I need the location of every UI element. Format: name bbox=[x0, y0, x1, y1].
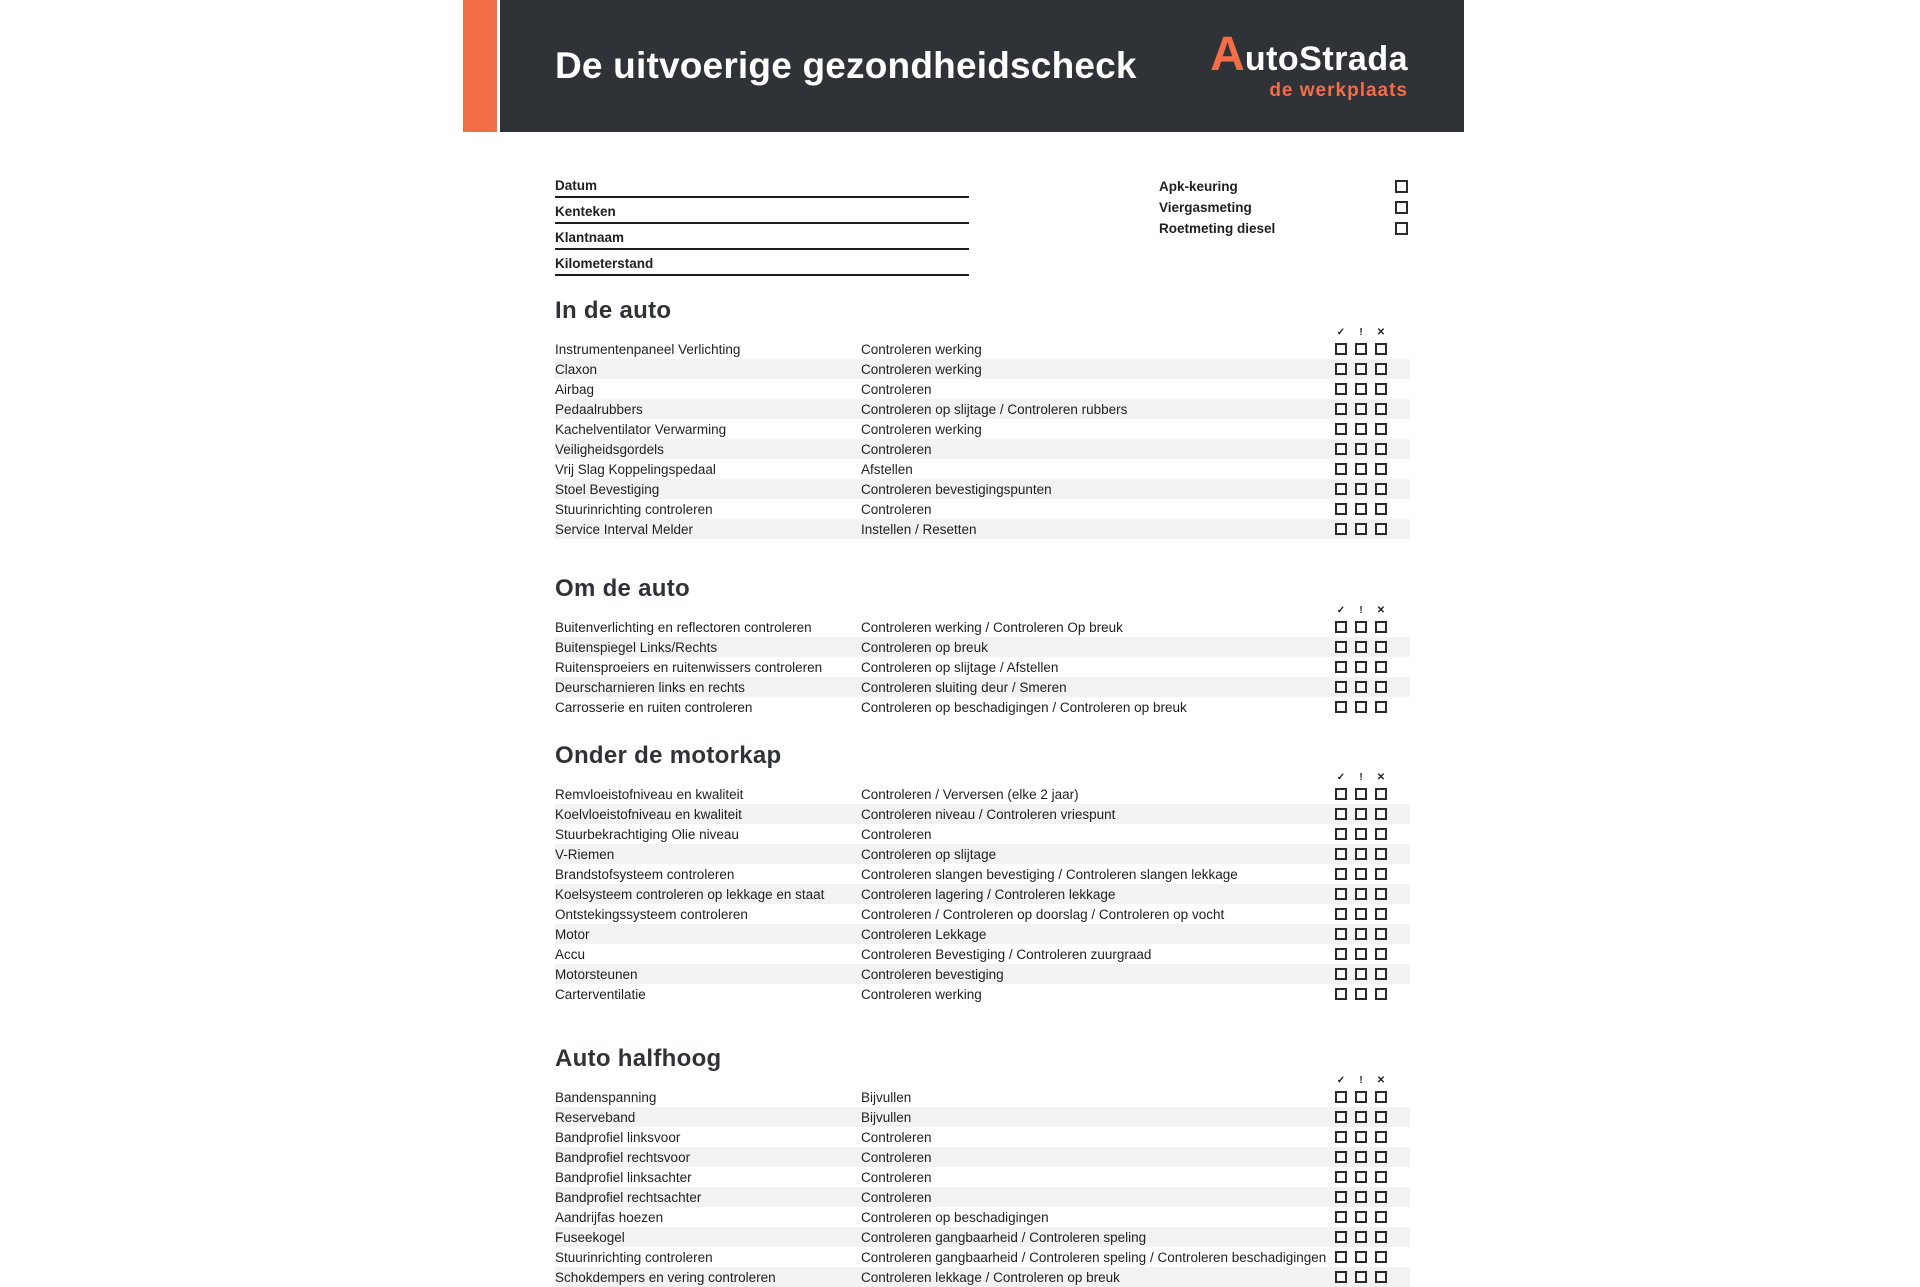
checklist-row bbox=[555, 1247, 1410, 1267]
row-name: Koelsysteem controleren op lekkage en staat bbox=[555, 886, 825, 902]
checklist-row bbox=[555, 804, 1410, 824]
logo-initial: A bbox=[1210, 27, 1245, 81]
logo-rest: utoStrada bbox=[1244, 39, 1408, 78]
checkbox-fail[interactable] bbox=[1375, 483, 1387, 495]
row-checks bbox=[1335, 788, 1387, 800]
checkbox-warn[interactable] bbox=[1355, 1131, 1367, 1143]
checkbox-warn[interactable] bbox=[1355, 701, 1367, 713]
row-action: Controleren werking bbox=[861, 421, 982, 437]
checklist-row bbox=[555, 499, 1410, 519]
checkbox-ok[interactable] bbox=[1335, 928, 1347, 940]
row-action: Controleren bbox=[861, 381, 932, 397]
check-icon: ✓ bbox=[1336, 1075, 1346, 1086]
checkbox-warn[interactable] bbox=[1355, 828, 1367, 840]
row-action: Controleren bbox=[861, 1129, 932, 1145]
cross-icon: ✕ bbox=[1376, 772, 1386, 783]
row-action: Controleren bevestiging bbox=[861, 966, 1004, 982]
row-action: Controleren Lekkage bbox=[861, 926, 987, 942]
row-action: Controleren bbox=[861, 826, 932, 842]
row-checks bbox=[1335, 828, 1387, 840]
row-action: Controleren werking bbox=[861, 341, 982, 357]
checklist-row bbox=[555, 1147, 1410, 1167]
checkbox-ok[interactable] bbox=[1335, 1271, 1347, 1283]
checkbox-ok[interactable] bbox=[1335, 1171, 1347, 1183]
checkbox-warn[interactable] bbox=[1355, 1091, 1367, 1103]
checkbox-fail[interactable] bbox=[1375, 701, 1387, 713]
checkbox-ok[interactable] bbox=[1335, 848, 1347, 860]
row-checks bbox=[1335, 1231, 1387, 1243]
row-action: Bijvullen bbox=[861, 1089, 912, 1105]
checkbox-ok[interactable] bbox=[1335, 641, 1347, 653]
row-action: Controleren slangen bevestiging / Controleren slangen lekkage bbox=[861, 866, 1238, 882]
row-name: Stuurinrichting controleren bbox=[555, 501, 713, 517]
checkbox-warn[interactable] bbox=[1355, 661, 1367, 673]
checkbox-warn[interactable] bbox=[1355, 343, 1367, 355]
row-action: Controleren / Controleren op doorslag / Controleren op vocht bbox=[861, 906, 1225, 922]
row-action: Controleren op beschadigingen bbox=[861, 1209, 1049, 1225]
checkbox-ok[interactable] bbox=[1335, 1211, 1347, 1223]
checkbox-warn[interactable] bbox=[1355, 403, 1367, 415]
row-name: Pedaalrubbers bbox=[555, 401, 643, 417]
checkbox-ok[interactable] bbox=[1335, 661, 1347, 673]
row-checks bbox=[1335, 661, 1387, 673]
row-checks bbox=[1335, 808, 1387, 820]
column-icons bbox=[555, 604, 1410, 617]
form-field-label: Kenteken bbox=[555, 204, 616, 219]
checkbox-warn[interactable] bbox=[1355, 1111, 1367, 1123]
row-checks bbox=[1335, 503, 1387, 515]
row-name: Motor bbox=[555, 926, 590, 942]
row-action: Controleren gangbaarheid / Controleren speling / Controleren beschadigingen bbox=[861, 1249, 1327, 1265]
row-action: Controleren werking / Controleren Op breuk bbox=[861, 619, 1123, 635]
row-name: Bandprofiel rechtsvoor bbox=[555, 1149, 691, 1165]
column-icons bbox=[555, 771, 1410, 784]
checkbox-warn[interactable] bbox=[1355, 1151, 1367, 1163]
row-name: Accu bbox=[555, 946, 586, 962]
checklist-row bbox=[555, 1167, 1410, 1187]
row-name: V-Riemen bbox=[555, 846, 615, 862]
top-check-label: Viergasmeting bbox=[1159, 200, 1252, 215]
checklist-row bbox=[555, 844, 1410, 864]
row-action: Controleren sluiting deur / Smeren bbox=[861, 679, 1067, 695]
form-field-label: Kilometerstand bbox=[555, 256, 654, 271]
row-action: Controleren lagering / Controleren lekkage bbox=[861, 886, 1116, 902]
row-action: Controleren op slijtage / Controleren rubbers bbox=[861, 401, 1128, 417]
row-name: Airbag bbox=[555, 381, 595, 397]
checkbox-ok[interactable] bbox=[1335, 988, 1347, 1000]
row-checks bbox=[1335, 1191, 1387, 1203]
form-field-label: Klantnaam bbox=[555, 230, 625, 245]
row-name: Stuurinrichting controleren bbox=[555, 1249, 713, 1265]
row-checks bbox=[1335, 383, 1387, 395]
checkbox-ok[interactable] bbox=[1335, 1091, 1347, 1103]
row-action: Controleren lekkage / Controleren op breuk bbox=[861, 1269, 1120, 1285]
row-checks bbox=[1335, 363, 1387, 375]
checkbox-ok[interactable] bbox=[1335, 1231, 1347, 1243]
row-checks bbox=[1335, 701, 1387, 713]
checkbox-fail[interactable] bbox=[1375, 1131, 1387, 1143]
row-checks bbox=[1335, 1271, 1387, 1283]
section-title: Onder de motorkap bbox=[555, 742, 782, 769]
row-action: Controleren Bevestiging / Controleren zuurgraad bbox=[861, 946, 1152, 962]
checkbox-fail[interactable] bbox=[1375, 423, 1387, 435]
checkbox-ok[interactable] bbox=[1335, 701, 1347, 713]
row-name: Schokdempers en vering controleren bbox=[555, 1269, 776, 1285]
form-field-label: Datum bbox=[555, 178, 598, 193]
checkbox-warn[interactable] bbox=[1355, 1231, 1367, 1243]
row-action: Controleren bbox=[861, 1189, 932, 1205]
checklist-row bbox=[555, 784, 1410, 804]
row-action: Controleren op slijtage / Afstellen bbox=[861, 659, 1059, 675]
row-action: Controleren bbox=[861, 441, 932, 457]
top-check-label: Apk-keuring bbox=[1159, 179, 1238, 194]
checklist-sections bbox=[555, 0, 1410, 1287]
checkbox-fail[interactable] bbox=[1375, 1211, 1387, 1223]
checkbox-warn[interactable] bbox=[1355, 1191, 1367, 1203]
checkbox-fail[interactable] bbox=[1375, 1231, 1387, 1243]
checklist-row bbox=[555, 924, 1410, 944]
checklist-row bbox=[555, 964, 1410, 984]
row-name: Motorsteunen bbox=[555, 966, 638, 982]
row-checks bbox=[1335, 928, 1387, 940]
checklist-row bbox=[555, 1267, 1410, 1287]
checkbox-fail[interactable] bbox=[1375, 681, 1387, 693]
checklist-row bbox=[555, 864, 1410, 884]
row-checks bbox=[1335, 443, 1387, 455]
check-icon: ✓ bbox=[1336, 605, 1346, 616]
checklist-row bbox=[555, 884, 1410, 904]
checkbox-fail[interactable] bbox=[1375, 363, 1387, 375]
cross-icon: ✕ bbox=[1376, 1075, 1386, 1086]
checkbox-ok[interactable] bbox=[1335, 463, 1347, 475]
checkbox-fail[interactable] bbox=[1375, 788, 1387, 800]
section-rows bbox=[555, 617, 1410, 717]
checklist-row bbox=[555, 359, 1410, 379]
checkbox-fail[interactable] bbox=[1375, 808, 1387, 820]
checkbox-ok[interactable] bbox=[1335, 621, 1347, 633]
checklist-row bbox=[555, 1107, 1410, 1127]
row-checks bbox=[1335, 888, 1387, 900]
row-checks bbox=[1335, 948, 1387, 960]
row-checks bbox=[1335, 523, 1387, 535]
checkbox-warn[interactable] bbox=[1355, 948, 1367, 960]
row-name: Aandrijfas hoezen bbox=[555, 1209, 664, 1225]
row-checks bbox=[1335, 621, 1387, 633]
row-checks bbox=[1335, 1111, 1387, 1123]
checkbox-fail[interactable] bbox=[1375, 1171, 1387, 1183]
checkbox-warn[interactable] bbox=[1355, 1251, 1367, 1263]
checkbox-ok[interactable] bbox=[1335, 503, 1347, 515]
row-checks bbox=[1335, 1091, 1387, 1103]
checkbox-ok[interactable] bbox=[1335, 1131, 1347, 1143]
checkbox-warn[interactable] bbox=[1355, 523, 1367, 535]
section-title: Auto halfhoog bbox=[555, 1045, 722, 1072]
checkbox-ok[interactable] bbox=[1335, 908, 1347, 920]
checkbox-ok[interactable] bbox=[1335, 868, 1347, 880]
checkbox-ok[interactable] bbox=[1335, 808, 1347, 820]
checkbox-warn[interactable] bbox=[1355, 868, 1367, 880]
checklist-row bbox=[555, 1087, 1410, 1107]
row-checks bbox=[1335, 868, 1387, 880]
row-checks bbox=[1335, 483, 1387, 495]
checkbox-ok[interactable] bbox=[1335, 523, 1347, 535]
row-name: Veiligheidsgordels bbox=[555, 441, 664, 457]
checkbox-ok[interactable] bbox=[1335, 423, 1347, 435]
checkbox-ok[interactable] bbox=[1335, 1111, 1347, 1123]
row-checks bbox=[1335, 1251, 1387, 1263]
row-name: Deurscharnieren links en rechts bbox=[555, 679, 745, 695]
section-rows bbox=[555, 339, 1410, 539]
checklist-row bbox=[555, 439, 1410, 459]
checkbox-ok[interactable] bbox=[1335, 888, 1347, 900]
checkbox-fail[interactable] bbox=[1375, 503, 1387, 515]
row-name: Carrosserie en ruiten controleren bbox=[555, 699, 753, 715]
checkbox-fail[interactable] bbox=[1375, 908, 1387, 920]
column-icons bbox=[555, 1074, 1410, 1087]
row-action: Controleren op beschadigingen / Controleren op breuk bbox=[861, 699, 1187, 715]
row-name: Stoel Bevestiging bbox=[555, 481, 660, 497]
row-action: Controleren op slijtage bbox=[861, 846, 997, 862]
checklist-row bbox=[555, 339, 1410, 359]
checkbox-warn[interactable] bbox=[1355, 968, 1367, 980]
row-action: Controleren gangbaarheid / Controleren speling bbox=[861, 1229, 1147, 1245]
row-action: Controleren niveau / Controleren vriespunt bbox=[861, 806, 1116, 822]
checkbox-warn[interactable] bbox=[1355, 363, 1367, 375]
checkbox-fail[interactable] bbox=[1375, 888, 1387, 900]
section-in-de-auto bbox=[555, 296, 1410, 539]
checkbox-warn[interactable] bbox=[1355, 848, 1367, 860]
checkbox-ok[interactable] bbox=[1335, 483, 1347, 495]
checkbox-fail[interactable] bbox=[1375, 868, 1387, 880]
row-checks bbox=[1335, 403, 1387, 415]
checkbox-ok[interactable] bbox=[1335, 788, 1347, 800]
section-onder-de-motorkap bbox=[555, 741, 1410, 1004]
checkbox-fail[interactable] bbox=[1375, 828, 1387, 840]
checkbox-fail[interactable] bbox=[1375, 1111, 1387, 1123]
checkbox-fail[interactable] bbox=[1375, 403, 1387, 415]
row-action: Controleren bbox=[861, 1149, 932, 1165]
row-action: Controleren werking bbox=[861, 361, 982, 377]
checklist-row bbox=[555, 697, 1410, 717]
checkbox-ok[interactable] bbox=[1335, 681, 1347, 693]
checklist-row bbox=[555, 479, 1410, 499]
checkbox-fail[interactable] bbox=[1375, 928, 1387, 940]
checkbox-warn[interactable] bbox=[1355, 463, 1367, 475]
check-icon: ✓ bbox=[1336, 772, 1346, 783]
exclamation-icon: ! bbox=[1359, 1075, 1363, 1086]
checkbox-fail[interactable] bbox=[1375, 661, 1387, 673]
row-checks bbox=[1335, 463, 1387, 475]
row-name: Stuurbekrachtiging Olie niveau bbox=[555, 826, 739, 842]
row-action: Controleren werking bbox=[861, 986, 982, 1002]
checkbox-fail[interactable] bbox=[1375, 968, 1387, 980]
section-rows bbox=[555, 784, 1410, 1004]
checkbox-warn[interactable] bbox=[1355, 808, 1367, 820]
checkbox-ok[interactable] bbox=[1335, 1191, 1347, 1203]
row-name: Buitenspiegel Links/Rechts bbox=[555, 639, 718, 655]
checkbox-ok[interactable] bbox=[1335, 383, 1347, 395]
checkbox-ok[interactable] bbox=[1335, 948, 1347, 960]
checkbox-ok[interactable] bbox=[1335, 828, 1347, 840]
checkbox-fail[interactable] bbox=[1375, 988, 1387, 1000]
row-name: Koelvloeistofniveau en kwaliteit bbox=[555, 806, 742, 822]
checkbox-warn[interactable] bbox=[1355, 1271, 1367, 1283]
row-checks bbox=[1335, 1151, 1387, 1163]
checkbox-fail[interactable] bbox=[1375, 383, 1387, 395]
check-icon: ✓ bbox=[1336, 327, 1346, 338]
logo-subtitle: de werkplaats bbox=[1269, 79, 1408, 101]
checkbox-warn[interactable] bbox=[1355, 1171, 1367, 1183]
checkbox-fail[interactable] bbox=[1375, 641, 1387, 653]
checkbox-fail[interactable] bbox=[1375, 948, 1387, 960]
cross-icon: ✕ bbox=[1376, 327, 1386, 338]
checklist-row bbox=[555, 904, 1410, 924]
row-name: Claxon bbox=[555, 361, 598, 377]
checkbox-warn[interactable] bbox=[1355, 423, 1367, 435]
row-name: Instrumentenpaneel Verlichting bbox=[555, 341, 741, 357]
row-action: Afstellen bbox=[861, 461, 913, 477]
checkbox-warn[interactable] bbox=[1355, 788, 1367, 800]
row-action: Controleren bevestigingspunten bbox=[861, 481, 1052, 497]
row-name: Fuseekogel bbox=[555, 1229, 625, 1245]
exclamation-icon: ! bbox=[1359, 605, 1363, 616]
row-name: Ruitensproeiers en ruitenwissers controleren bbox=[555, 659, 823, 675]
checklist-row bbox=[555, 637, 1410, 657]
checkbox-fail[interactable] bbox=[1375, 621, 1387, 633]
section-title: In de auto bbox=[555, 297, 672, 324]
checklist-row bbox=[555, 677, 1410, 697]
checklist-row bbox=[555, 617, 1410, 637]
checkbox-warn[interactable] bbox=[1355, 443, 1367, 455]
page-title: De uitvoerige gezondheidscheck bbox=[555, 45, 1137, 86]
row-name: Ontstekingssysteem controleren bbox=[555, 906, 748, 922]
checklist-row bbox=[555, 824, 1410, 844]
section-om-de-auto bbox=[555, 574, 1410, 717]
row-action: Controleren bbox=[861, 1169, 932, 1185]
checklist-row bbox=[555, 1127, 1410, 1147]
checkbox-ok[interactable] bbox=[1335, 1251, 1347, 1263]
checkbox-warn[interactable] bbox=[1355, 641, 1367, 653]
row-action: Controleren op breuk bbox=[861, 639, 988, 655]
checkbox-warn[interactable] bbox=[1355, 1211, 1367, 1223]
checkbox-fail[interactable] bbox=[1375, 443, 1387, 455]
checkbox-fail[interactable] bbox=[1375, 463, 1387, 475]
row-action: Controleren / Verversen (elke 2 jaar) bbox=[861, 786, 1079, 802]
checklist-row bbox=[555, 459, 1410, 479]
checklist-row bbox=[555, 657, 1410, 677]
checkbox-warn[interactable] bbox=[1355, 888, 1367, 900]
checkbox-warn[interactable] bbox=[1355, 383, 1367, 395]
row-checks bbox=[1335, 1131, 1387, 1143]
checkbox-warn[interactable] bbox=[1355, 988, 1367, 1000]
checkbox-fail[interactable] bbox=[1375, 1251, 1387, 1263]
row-action: Instellen / Resetten bbox=[861, 521, 977, 537]
checkbox-warn[interactable] bbox=[1355, 681, 1367, 693]
row-name: Carterventilatie bbox=[555, 986, 646, 1002]
checklist-row bbox=[555, 519, 1410, 539]
checklist-row bbox=[555, 1187, 1410, 1207]
checkbox-fail[interactable] bbox=[1375, 343, 1387, 355]
checklist-row bbox=[555, 984, 1410, 1004]
row-checks bbox=[1335, 848, 1387, 860]
row-name: Brandstofsysteem controleren bbox=[555, 866, 735, 882]
accent-stripe bbox=[463, 0, 497, 132]
row-checks bbox=[1335, 908, 1387, 920]
checklist-row bbox=[555, 1207, 1410, 1227]
row-checks bbox=[1335, 423, 1387, 435]
row-name: Bandprofiel rechtsachter bbox=[555, 1189, 702, 1205]
row-name: Bandprofiel linksachter bbox=[555, 1169, 692, 1185]
row-action: Bijvullen bbox=[861, 1109, 912, 1125]
row-checks bbox=[1335, 343, 1387, 355]
checkbox-ok[interactable] bbox=[1335, 1151, 1347, 1163]
row-checks bbox=[1335, 681, 1387, 693]
checkbox-fail[interactable] bbox=[1375, 523, 1387, 535]
exclamation-icon: ! bbox=[1359, 327, 1363, 338]
row-checks bbox=[1335, 988, 1387, 1000]
column-icons bbox=[555, 326, 1410, 339]
row-checks bbox=[1335, 1211, 1387, 1223]
checkbox-fail[interactable] bbox=[1375, 1151, 1387, 1163]
checklist-row bbox=[555, 419, 1410, 439]
checkbox-fail[interactable] bbox=[1375, 1271, 1387, 1283]
checklist-row bbox=[555, 1227, 1410, 1247]
checkbox-warn[interactable] bbox=[1355, 928, 1367, 940]
row-checks bbox=[1335, 641, 1387, 653]
checkbox-ok[interactable] bbox=[1335, 968, 1347, 980]
checkbox-warn[interactable] bbox=[1355, 621, 1367, 633]
row-action: Controleren bbox=[861, 501, 932, 517]
checkbox-ok[interactable] bbox=[1335, 343, 1347, 355]
row-name: Reserveband bbox=[555, 1109, 636, 1125]
row-name: Buitenverlichting en reflectoren controleren bbox=[555, 619, 812, 635]
checklist-row bbox=[555, 399, 1410, 419]
top-check-label: Roetmeting diesel bbox=[1159, 221, 1276, 236]
exclamation-icon: ! bbox=[1359, 772, 1363, 783]
checkbox-fail[interactable] bbox=[1375, 1191, 1387, 1203]
cross-icon: ✕ bbox=[1376, 605, 1386, 616]
row-name: Remvloeistofniveau en kwaliteit bbox=[555, 786, 744, 802]
row-name: Bandenspanning bbox=[555, 1089, 657, 1105]
checkbox-ok[interactable] bbox=[1335, 363, 1347, 375]
checklist-row bbox=[555, 944, 1410, 964]
checkbox-fail[interactable] bbox=[1375, 1091, 1387, 1103]
section-title: Om de auto bbox=[555, 575, 691, 602]
row-name: Kachelventilator Verwarming bbox=[555, 421, 727, 437]
checkbox-warn[interactable] bbox=[1355, 908, 1367, 920]
checkbox-ok[interactable] bbox=[1335, 443, 1347, 455]
row-name: Bandprofiel linksvoor bbox=[555, 1129, 681, 1145]
row-name: Vrij Slag Koppelingspedaal bbox=[555, 461, 716, 477]
row-checks bbox=[1335, 968, 1387, 980]
row-name: Service Interval Melder bbox=[555, 521, 694, 537]
checkbox-warn[interactable] bbox=[1355, 503, 1367, 515]
checklist-row bbox=[555, 379, 1410, 399]
checkbox-warn[interactable] bbox=[1355, 483, 1367, 495]
section-rows bbox=[555, 1087, 1410, 1287]
checkbox-fail[interactable] bbox=[1375, 848, 1387, 860]
checkbox-ok[interactable] bbox=[1335, 403, 1347, 415]
section-auto-halfhoog bbox=[555, 1044, 1410, 1287]
row-checks bbox=[1335, 1171, 1387, 1183]
